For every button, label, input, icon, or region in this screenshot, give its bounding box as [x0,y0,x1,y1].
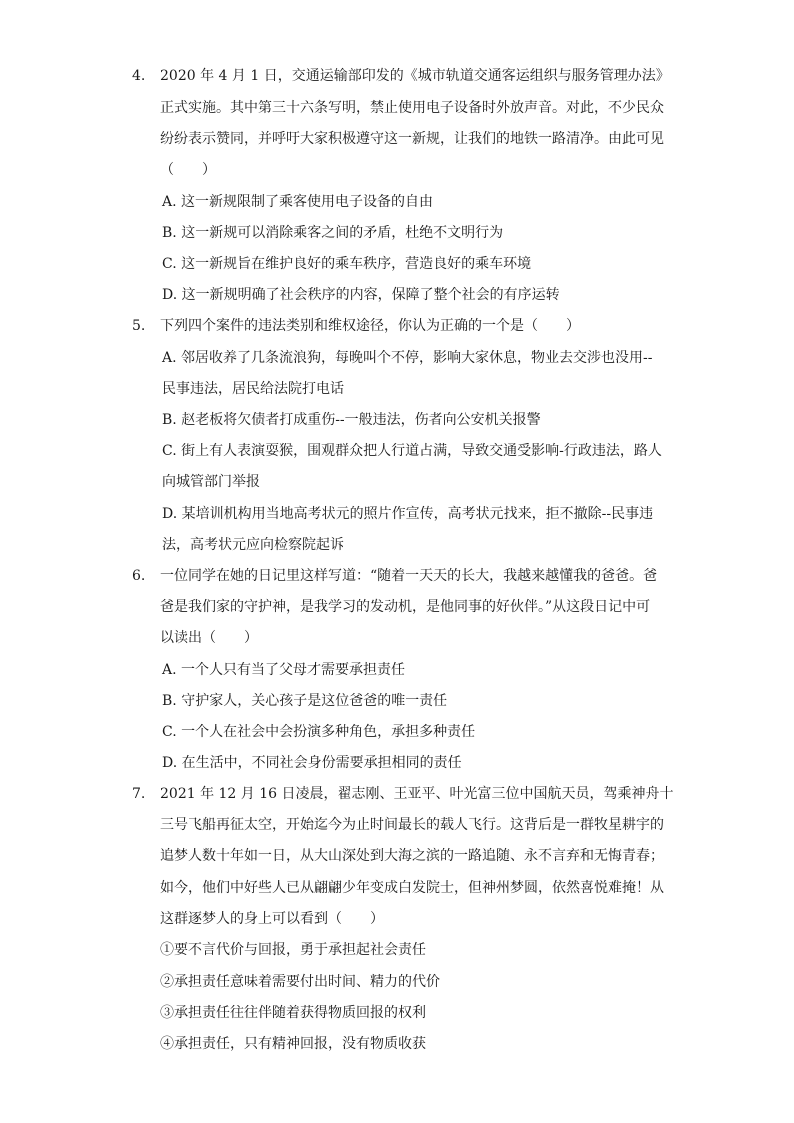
option-c-continued: 向城管部门举报 [162,474,260,490]
option-c: C. 这一新规旨在维护良好的乘车秩序，营造良好的乘车环境 [162,256,532,272]
option-b: B. 守护家人，关心孩子是这位爸爸的唯一责任 [162,693,448,709]
question-stem-line: （ ） [160,162,216,178]
question-stem-line: 追梦人数十年如一日，从大山深处到大海之滨的一路追随、永不言弃和无悔青春； [160,848,664,864]
question-stem-line: 下列四个案件的违法类别和维权途径，你认为正确的一个是（ ） [160,318,580,334]
option-a-continued: 民事违法，居民给法院打电话 [162,381,344,397]
option-a: A. 这一新规限制了乘客使用电子设备的自由 [162,194,434,210]
question-stem-line: 一位同学在她的日记里这样写道：“随着一天天的长大，我越来越懂我的爸爸。爸 [160,568,658,584]
option-d: D. 某培训机构用当地高考状元的照片作宣传，高考状元找来，拒不撤除--民事违 [162,506,654,522]
option-a: A. 邻居收养了几条流浪狗，每晚叫个不停，影响大家休息，物业去交涉也没用-- [162,350,653,366]
option-b: B. 赵老板将欠债者打成重伤--一般违法，伤者向公安机关报警 [162,412,541,428]
question-number: 4. [132,68,146,84]
statement-1: ①要不言代价与回报，勇于承担起社会责任 [160,942,426,958]
statement-3: ③承担责任往往伴随着获得物质回报的权利 [160,1005,426,1021]
option-d-continued: 法，高考状元应向检察院起诉 [162,537,344,553]
option-d: D. 在生活中，不同社会身份需要承担相同的责任 [162,755,462,771]
option-d: D. 这一新规明确了社会秩序的内容，保障了整个社会的有序运转 [162,287,560,303]
question-stem-line: 2021 年 12 月 16 日凌晨，翟志刚、王亚平、叶光富三位中国航天员，驾乘神舟十 [160,786,674,802]
question-stem-line: 如今，他们中好些人已从翩翩少年变成白发院士，但神州梦圆，依然喜悦难掩！从 [160,880,664,896]
option-c: C. 街上有人表演耍猴，围观群众把人行道占满，导致交通受影响-行政违法，路人 [162,443,662,459]
question-stem-line: 三号飞船再征太空，开始迄今为止时间最长的载人飞行。这背后是一群牧星耕宇的 [160,817,664,833]
question-stem-line: 正式实施。其中第三十六条写明，禁止使用电子设备时外放声音。对此，不少民众 [160,100,664,116]
question-number: 5. [132,318,146,334]
question-stem-line: 纷纷表示赞同，并呼吁大家积极遵守这一新规，让我们的地铁一路清净。由此可见 [160,131,664,147]
question-number: 6. [132,568,146,584]
question-stem-line: 以读出（ ） [160,630,258,646]
question-stem-line: 2020 年 4 月 1 日，交通运输部印发的《城市轨道交通客运组织与服务管理办法》 [160,68,670,84]
question-stem-line: 这群逐梦人的身上可以看到（ ） [160,911,384,927]
option-c: C. 一个人在社会中会扮演多种角色，承担多种责任 [162,724,476,740]
option-a: A. 一个人只有当了父母才需要承担责任 [162,662,406,678]
statement-2: ②承担责任意味着需要付出时间、精力的代价 [160,974,440,990]
question-stem-line: 爸是我们家的守护神，是我学习的发动机，是他同事的好伙伴。”从这段日记中可 [160,599,651,615]
option-b: B. 这一新规可以消除乘客之间的矛盾，杜绝不文明行为 [162,225,504,241]
statement-4: ④承担责任，只有精神回报，没有物质收获 [160,1036,426,1052]
question-number: 7. [132,786,146,802]
